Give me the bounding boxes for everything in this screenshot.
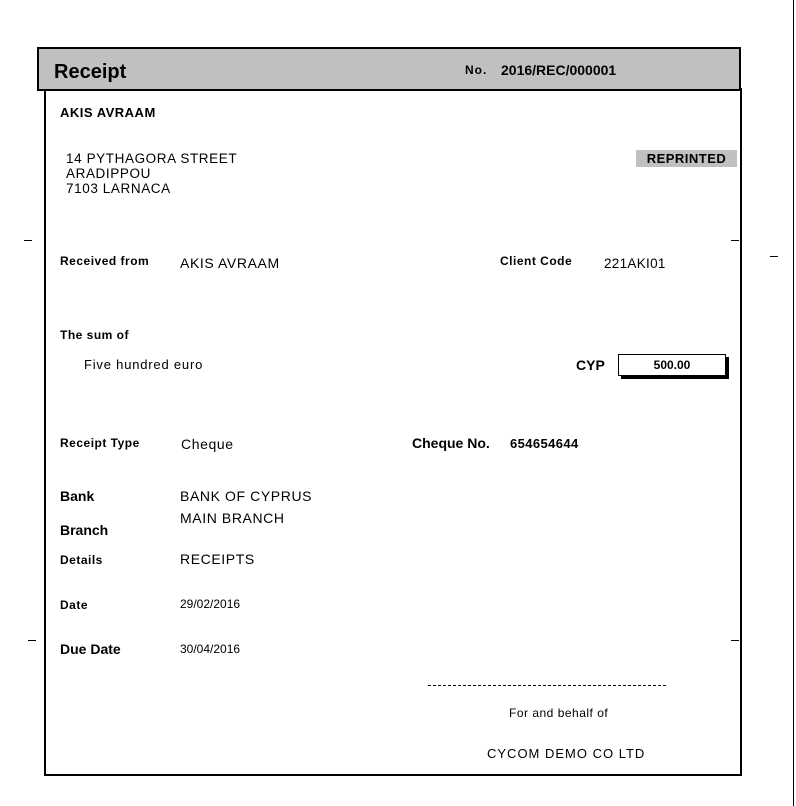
sum-in-words: Five hundred euro [84, 357, 204, 372]
receipt-type-value: Cheque [181, 436, 234, 452]
margin-tick [28, 640, 36, 641]
due-date-label: Due Date [60, 641, 121, 657]
currency-code: CYP [576, 357, 605, 373]
cheque-number-value: 654654644 [510, 436, 579, 451]
client-code-value: 221AKI01 [604, 256, 666, 271]
margin-tick [24, 240, 32, 241]
details-label: Details [60, 553, 103, 567]
receipt-type-label: Receipt Type [60, 436, 140, 450]
received-from-value: AKIS AVRAAM [180, 255, 280, 271]
date-value: 29/02/2016 [180, 597, 241, 611]
reprinted-badge: REPRINTED [636, 150, 737, 167]
received-from-label: Received from [60, 254, 150, 268]
address-line: 7103 LARNACA [66, 181, 171, 196]
receipt-number: 2016/REC/000001 [501, 62, 617, 78]
receipt-number-label: No. [465, 63, 488, 77]
branch-label: Branch [60, 522, 109, 538]
amount-box: 500.00 [618, 354, 726, 376]
bank-value: BANK OF CYPRUS [180, 488, 313, 504]
sum-label: The sum of [60, 328, 130, 342]
bank-label: Bank [60, 488, 95, 504]
margin-tick [770, 256, 778, 257]
due-date-value: 30/04/2016 [180, 642, 241, 656]
date-label: Date [60, 598, 89, 612]
address-line: 14 PYTHAGORA STREET [66, 151, 238, 166]
cheque-number-label: Cheque No. [412, 435, 490, 451]
branch-value: MAIN BRANCH [180, 510, 285, 526]
address-line: ARADIPPOU [66, 166, 151, 181]
page-edge [793, 0, 794, 806]
client-name: AKIS AVRAAM [60, 105, 156, 120]
client-address [66, 151, 237, 196]
client-code-label: Client Code [500, 254, 573, 268]
receipt-header [37, 47, 741, 91]
signature-line [428, 685, 666, 686]
receipt-title: Receipt [54, 61, 127, 83]
company-name: CYCOM DEMO CO LTD [487, 746, 646, 761]
details-value: RECEIPTS [180, 551, 255, 567]
behalf-text: For and behalf of [509, 706, 609, 720]
